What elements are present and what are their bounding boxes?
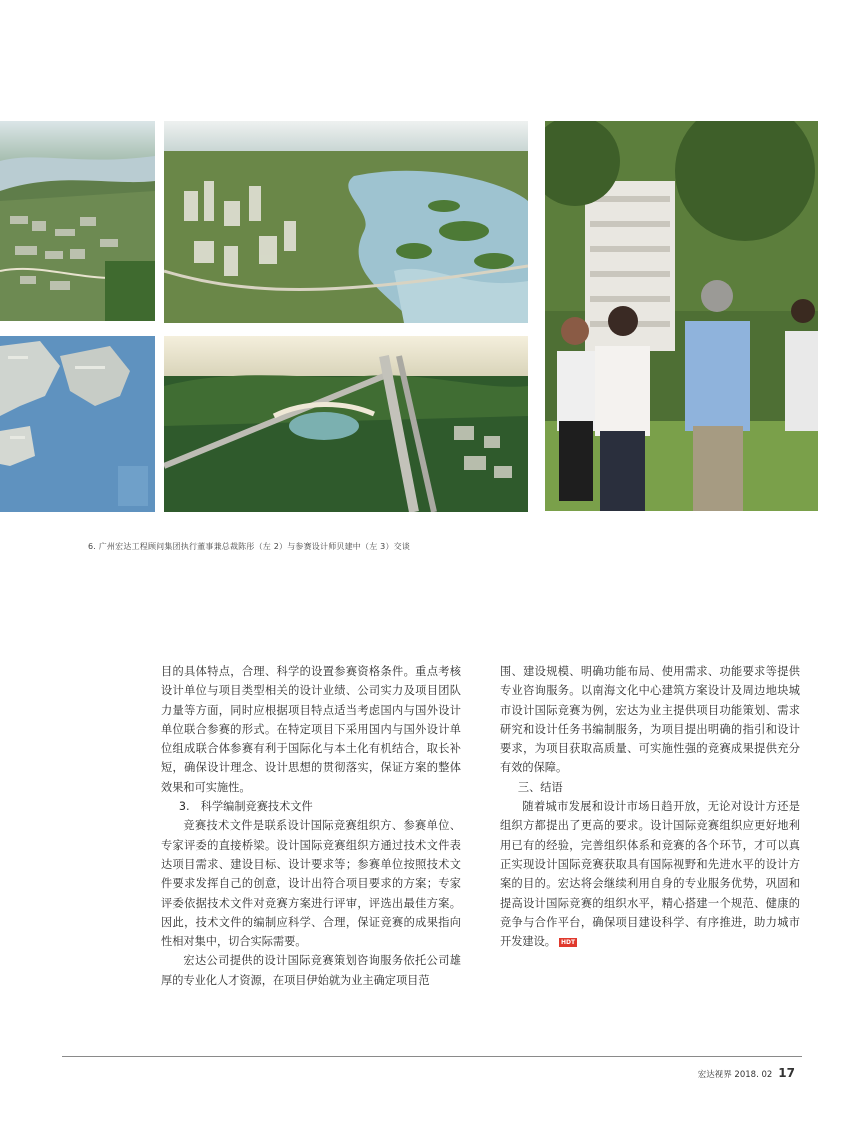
paragraph-text: 随着城市发展和设计市场日趋开放，无论对设计方还是组织方都提出了更高的要求。设计国际竞赛组织应更好地利用已有的经验，完善组织体系和竞赛的各个环节，才可以真正实现设计国际竞赛获取具有国际视野和先进水平的设计方案的目的。宏达将会继续利用自身的专业服务优势，巩固和提高设计国际竞赛的组织水平，精心搭建一个规范、健康的竞争与合作平台，确保项目建设科学、有序推进，助力城市开发建设。: [500, 800, 800, 949]
page-footer: [698, 1066, 795, 1080]
magazine-issue: 宏达视界 2018. 02: [697, 1070, 773, 1080]
photo-highway-park: [164, 336, 528, 512]
paragraph: 竞赛技术文件是联系设计国际竞赛组织方、参赛单位、专家评委的直接桥梁。设计国际竞赛组织方通过技术文件表达项目需求、建设目标、设计要求等；参赛单位按照技术文件要求发挥自己的创意，设计出符合项目要求的方案；专家评委依据技术文件对竞赛方案进行评审，评选出最佳方案。因此，技术文件的编制应科学、合理，保证竞赛的成果指向性相对集中，切合实际需要。: [161, 819, 461, 949]
figure-caption: 6. 广州宏达工程顾问集团执行董事兼总裁陈彤（左 2）与参赛设计师贝建中（左 3）交谈: [88, 542, 411, 551]
photo-lake-masterplan: [164, 121, 528, 323]
paragraph: 围、建设规模、明确功能布局、使用需求、功能要求等提供专业咨询服务。以南海文化中心建筑方案设计及周边地块城市设计国际竞赛为例，宏达为业主提供项目功能策划、需求研究和设计任务书编制服务，为项目提出明确的指引和设计要求，为项目获取高质量、可实施性强的竞赛成果提供充分有效的保障。: [500, 665, 800, 775]
paragraph: [500, 797, 800, 951]
photo-coastal-map: [0, 336, 155, 512]
photo-aerial-river: [0, 121, 155, 321]
page-number: 17: [778, 1066, 795, 1080]
end-mark: HDT: [560, 938, 576, 946]
article-column-right: [500, 662, 800, 951]
article-column-left: [161, 662, 461, 990]
section-heading: 三、结语: [517, 780, 563, 794]
footer-rule: [62, 1056, 802, 1057]
paragraph: 目的具体特点，合理、科学的设置参赛资格条件。重点考核设计单位与项目类型相关的设计业绩、公司实力及项目团队力量等方面，同时应根据项目特点适当考虑国内与国外设计单位联合参赛的形式。在特定项目下采用国内与国外设计单位组成联合体参赛有利于国际化与本土化有机结合，取长补短，确保设计理念、设计思想的贯彻落实，保证方案的整体效果和可实施性。: [161, 665, 461, 794]
paragraph: 宏达公司提供的设计国际竞赛策划咨询服务依托公司雄厚的专业化人才资源，在项目伊始就为业主确定项目范: [161, 954, 461, 987]
section-heading: 3. 科学编制竞赛技术文件: [178, 800, 313, 814]
photo-people-walking: [545, 121, 818, 511]
